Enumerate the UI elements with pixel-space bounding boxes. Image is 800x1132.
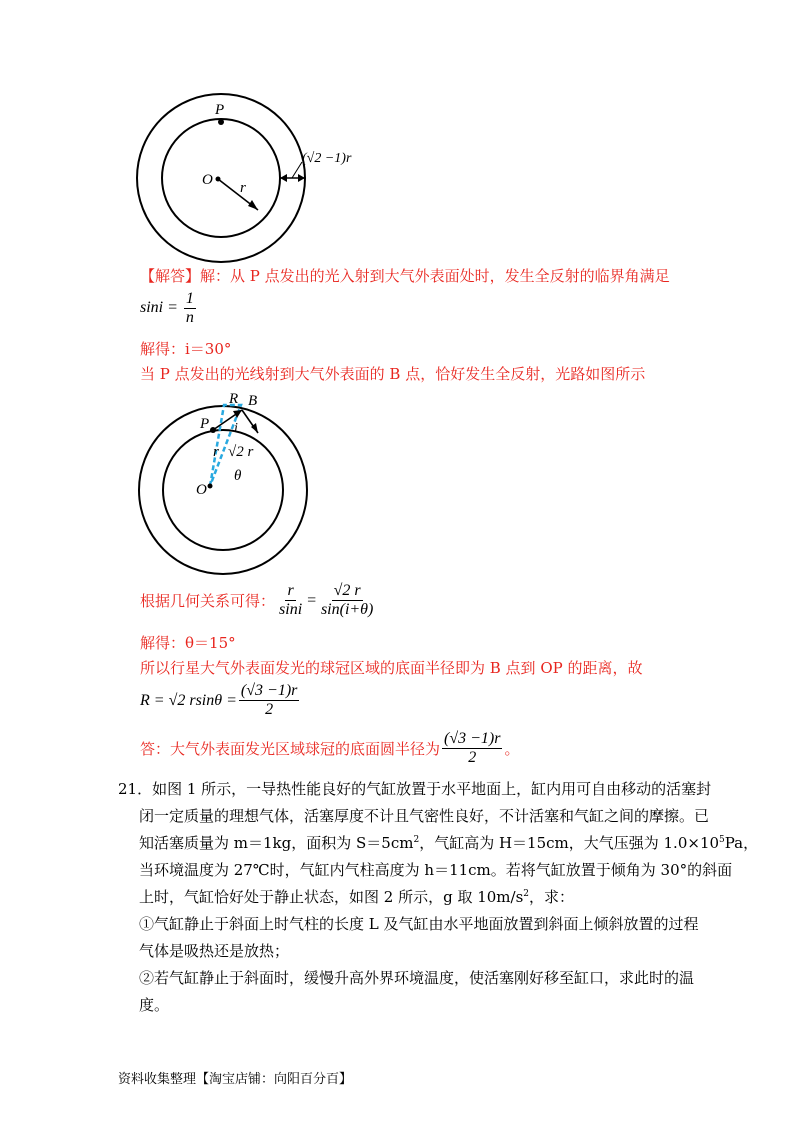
geom-frac1-den: sini <box>279 601 303 618</box>
center-o-dot <box>208 484 213 489</box>
figure-concentric-circles-1 <box>130 92 380 267</box>
geometry-prefix: 根据几何关系可得： <box>140 591 276 610</box>
q21-line-3: 知活塞质量为 m＝1kg，面积为 $S=5cm^2$，气缸高为 H＝15cm，大气压强为 $1.0\times 10^5Pa$， <box>139 834 759 852</box>
planet-surface-circle <box>162 119 280 237</box>
q21-line-2: 闭一定质量的理想气体，活塞厚度不计且气密性良好，不计活塞和气缸之间的摩擦。已 <box>139 807 710 825</box>
geom-equals: = <box>306 591 317 609</box>
eq3-lhs: R = √2 rsinθ = <box>140 691 237 709</box>
answer-numerator: (√3 −1)r <box>444 730 501 747</box>
label-thickness: (√2 −1)r <box>302 151 352 166</box>
label-theta: θ <box>234 468 242 484</box>
geom-fraction-2 <box>319 582 375 619</box>
geometry-relation <box>140 582 377 619</box>
q21-line-4: 当环境温度为 27℃时，气缸内气柱高度为 h＝11cm。若将气缸放置于倾角为 30°的斜面 <box>139 861 733 879</box>
label-i: i <box>234 421 238 436</box>
label-o: O <box>202 172 213 188</box>
statement-point-b: 当 P 点发出的光线射到大气外表面的 B 点，恰好发生全反射，光路如图所示 <box>140 365 646 383</box>
label-sqrt2r: √2 r <box>228 444 254 460</box>
outer-atmosphere-circle <box>139 406 307 574</box>
eq3-fraction <box>239 682 299 719</box>
eq1-numerator: 1 <box>185 290 194 307</box>
answer-line <box>140 730 520 767</box>
equation-sin-critical <box>140 290 198 327</box>
planet-surface-circle <box>163 430 283 550</box>
figure-light-path <box>130 388 330 578</box>
answer-denominator: 2 <box>468 749 477 766</box>
label-r: r <box>213 444 219 460</box>
equation-radius <box>140 682 301 719</box>
q21-line-8: ②若气缸静止于斜面时，缓慢升高外界环境温度，使活塞刚好移至缸口，求此时的温 <box>139 969 695 987</box>
radius-arrowhead <box>248 200 258 210</box>
label-o: O <box>196 482 207 498</box>
eq1-fraction <box>184 290 196 327</box>
solution-intro: 【解答】解：从 P 点发出的光入射到大气外表面处时，发生全反射的临界角满足 <box>140 267 670 285</box>
result-theta: 解得：θ＝15° <box>140 634 236 652</box>
answer-fraction <box>442 730 502 767</box>
point-p-dot <box>210 427 216 433</box>
geom-frac1-num: r <box>287 582 294 599</box>
point-p-dot <box>218 119 224 125</box>
eq3-denominator: 2 <box>265 701 274 718</box>
geom-frac2-num: √2 r <box>333 582 361 599</box>
label-p: P <box>215 102 225 118</box>
label-p: P <box>200 416 210 432</box>
label-r: r <box>240 180 246 196</box>
geom-fraction-1 <box>277 582 304 619</box>
result-i: 解得：i＝30° <box>140 340 232 358</box>
eq1-denominator: n <box>185 309 194 326</box>
label-b: B <box>248 393 258 409</box>
answer-prefix: 答：大气外表面发光区域球冠的底面圆半径为 <box>140 739 441 758</box>
question-21 <box>118 776 759 1019</box>
statement-radius: 所以行星大气外表面发光的球冠区域的底面半径即为 B 点到 OP 的距离，故 <box>140 659 643 677</box>
geom-frac2-den: sin(i+θ) <box>320 601 374 618</box>
q21-line-9: 度。 <box>139 996 170 1014</box>
q21-line-7: 气体是吸热还是放热； <box>139 942 290 960</box>
eq1-lhs: sini = <box>140 299 178 317</box>
label-r-top: R <box>229 391 239 407</box>
answer-suffix: 。 <box>504 739 520 758</box>
q21-line-6: ①气缸静止于斜面上时气柱的长度 L 及气缸由水平地面放置到斜面上倾斜放置的过程 <box>139 915 699 933</box>
footer-source: 资料收集整理【淘宝店铺：向阳百分百】 <box>118 1072 353 1087</box>
eq3-numerator: (√3 −1)r <box>240 682 298 699</box>
q21-line-1: 21．如图 1 所示，一导热性能良好的气缸放置于水平地面上，缸内用可自由移动的活塞封 <box>118 780 712 798</box>
q21-line-5: 上时，气缸恰好处于静止状态，如图 2 所示，g 取 $10m/s^2$，求： <box>139 888 575 906</box>
